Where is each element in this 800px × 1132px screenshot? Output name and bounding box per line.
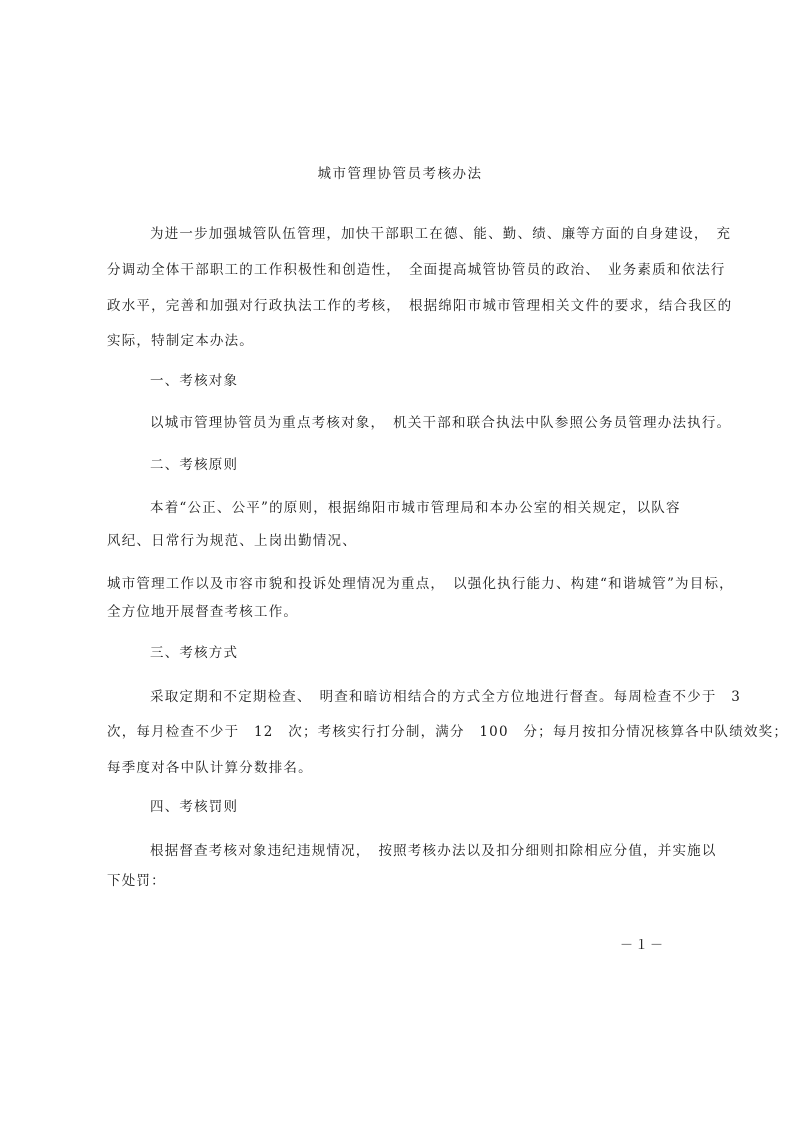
section-2-line-2: 风纪、日常行为规范、上岗出勤情况、 [107, 533, 357, 549]
section-1-line-1: 以城市管理协管员为重点考核对象， 机关干部和联合执法中队参照公务员管理办法执行。 [150, 415, 732, 431]
section-2-line-4: 全方位地开展督查考核工作。 [107, 604, 299, 620]
section-4-line-2: 下处罚： [107, 873, 166, 889]
section-4-line-1: 根据督查考核对象违纪违规情况， 按照考核办法以及扣分细则扣除相应分值，并实施以 [150, 843, 717, 859]
intro-line-1: 为进一步加强城管队伍管理，加快干部职工在德、能、勤、绩、廉等方面的自身建设， 充 [150, 226, 732, 242]
document-title: 城市管理协管员考核办法 [317, 166, 483, 182]
intro-line-3: 政水平，完善和加强对行政执法工作的考核， 根据绵阳市城市管理相关文件的要求，结合我区的 [107, 298, 733, 314]
section-3-line-3: 每季度对各中队计算分数排名。 [107, 760, 313, 776]
section-3-line-1: 采取定期和不定期检查、 明查和暗访相结合的方式全方位地进行督查。每周检查不少于 3 [150, 689, 742, 705]
section-4-heading: 四、考核罚则 [150, 799, 239, 815]
section-3-heading: 三、考核方式 [150, 645, 239, 661]
section-2-line-1: 本着“公正、公平”的原则，根据绵阳市城市管理局和本办公室的相关规定，以队容 [150, 500, 681, 516]
section-2-heading: 二、考核原则 [150, 457, 239, 473]
section-2-line-3: 城市管理工作以及市容市貌和投诉处理情况为重点， 以强化执行能力、构建“和谐城管”为目标， [107, 576, 734, 592]
page-number: －１－ [620, 938, 666, 953]
intro-line-4: 实际，特制定本办法。 [107, 333, 254, 349]
section-1-heading: 一、考核对象 [150, 373, 239, 389]
section-3-line-2: 次，每月检查不少于 12 次；考核实行打分制，满分 100 分；每月按扣分情况核算各中队绩效奖； [107, 724, 789, 740]
intro-line-2: 分调动全体干部职工的工作积极性和创造性， 全面提高城管协管员的政治、 业务素质和依法行 [107, 262, 726, 278]
